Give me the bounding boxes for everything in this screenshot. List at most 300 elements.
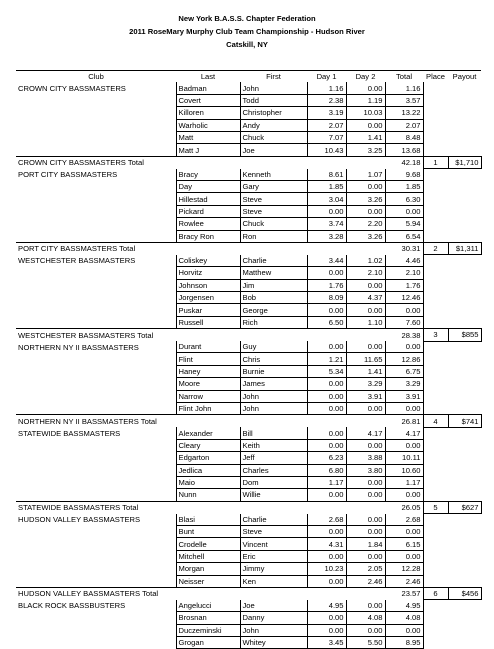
angler-total-weight: 3.91 [385, 390, 423, 402]
angler-day2-weight: 0.00 [346, 525, 385, 537]
place-spacer [423, 452, 448, 464]
place-spacer [423, 279, 448, 291]
angler-first-name: Dom [240, 476, 307, 488]
angler-first-name: Jim [240, 279, 307, 291]
payout-spacer [448, 169, 481, 181]
place-spacer [423, 292, 448, 304]
angler-day2-weight: 1.41 [346, 131, 385, 143]
payout-spacer [448, 624, 481, 636]
angler-first-name: Jeff [240, 452, 307, 464]
angler-total-weight: 13.22 [385, 107, 423, 119]
angler-first-name: Andy [240, 119, 307, 131]
angler-total-weight: 0.00 [385, 624, 423, 636]
club-spacer [16, 316, 176, 328]
angler-day1-weight: 0.00 [307, 624, 346, 636]
angler-day1-weight: 1.85 [307, 181, 346, 193]
angler-last-name: Maio [176, 476, 240, 488]
payout-spacer [448, 538, 481, 550]
angler-day1-weight: 1.21 [307, 353, 346, 365]
angler-row [16, 452, 481, 464]
angler-last-name: Flint John [176, 403, 240, 415]
place-spacer [423, 464, 448, 476]
payout-spacer [448, 427, 481, 439]
angler-last-name: Edgarton [176, 452, 240, 464]
angler-last-name: Angelucci [176, 600, 240, 612]
place-spacer [423, 119, 448, 131]
payout-spacer [448, 600, 481, 612]
angler-day2-weight: 5.50 [346, 636, 385, 648]
angler-day1-weight: 2.68 [307, 514, 346, 526]
club-payout: $1,710 [448, 156, 481, 168]
club-total-label: STATEWIDE BASSMASTERS Total [16, 501, 385, 513]
angler-first-name: Charlie [240, 255, 307, 267]
club-spacer [16, 279, 176, 291]
payout-spacer [448, 489, 481, 501]
angler-first-name: Vincent [240, 538, 307, 550]
payout-spacer [448, 193, 481, 205]
angler-row [16, 230, 481, 242]
angler-row [16, 304, 481, 316]
angler-day1-weight: 2.07 [307, 119, 346, 131]
angler-day1-weight: 6.50 [307, 316, 346, 328]
angler-total-weight: 0.00 [385, 304, 423, 316]
payout-spacer [448, 575, 481, 587]
angler-first-name: Danny [240, 612, 307, 624]
angler-first-name: Ron [240, 230, 307, 242]
angler-last-name: Narrow [176, 390, 240, 402]
club-total-row [16, 501, 481, 513]
club-payout: $1,311 [448, 242, 481, 254]
payout-spacer [448, 476, 481, 488]
angler-first-name: John [240, 624, 307, 636]
angler-first-name: Ken [240, 575, 307, 587]
angler-first-name: Chuck [240, 218, 307, 230]
angler-first-name: Willie [240, 489, 307, 501]
payout-spacer [448, 144, 481, 156]
column-header-row [16, 71, 481, 83]
angler-row [16, 267, 481, 279]
club-total-row [16, 415, 481, 427]
angler-total-weight: 1.85 [385, 181, 423, 193]
angler-row [16, 353, 481, 365]
angler-first-name: Christopher [240, 107, 307, 119]
angler-total-weight: 10.11 [385, 452, 423, 464]
angler-row [16, 279, 481, 291]
angler-last-name: Nunn [176, 489, 240, 501]
angler-first-name: Guy [240, 341, 307, 353]
angler-total-weight: 0.00 [385, 489, 423, 501]
angler-last-name: Moore [176, 378, 240, 390]
angler-row [16, 292, 481, 304]
angler-day1-weight: 0.00 [307, 403, 346, 415]
place-spacer [423, 107, 448, 119]
angler-total-weight: 6.30 [385, 193, 423, 205]
club-total-label: WESTCHESTER BASSMASTERS Total [16, 329, 385, 341]
results-body [16, 71, 481, 649]
angler-day2-weight: 3.29 [346, 378, 385, 390]
angler-last-name: Morgan [176, 563, 240, 575]
angler-total-weight: 1.17 [385, 476, 423, 488]
angler-last-name: Johnson [176, 279, 240, 291]
place-spacer [423, 94, 448, 106]
club-name: STATEWIDE BASSMASTERS [18, 428, 121, 438]
angler-total-weight: 4.08 [385, 612, 423, 624]
payout-spacer [448, 514, 481, 526]
club-spacer [16, 476, 176, 488]
club-spacer [16, 612, 176, 624]
club-spacer [16, 636, 176, 648]
payout-spacer [448, 205, 481, 217]
angler-total-weight: 2.10 [385, 267, 423, 279]
payout-spacer [448, 636, 481, 648]
place-spacer [423, 131, 448, 143]
angler-first-name: Eric [240, 550, 307, 562]
place-spacer [423, 267, 448, 279]
angler-day1-weight: 5.34 [307, 365, 346, 377]
angler-first-name: Jimmy [240, 563, 307, 575]
club-total-weight: 26.05 [385, 501, 423, 513]
club-payout: $456 [448, 587, 481, 599]
angler-day2-weight: 2.20 [346, 218, 385, 230]
club-total-weight: 23.57 [385, 587, 423, 599]
payout-spacer [448, 131, 481, 143]
angler-day2-weight: 3.26 [346, 193, 385, 205]
angler-total-weight: 6.54 [385, 230, 423, 242]
angler-last-name: Horvitz [176, 267, 240, 279]
angler-row [16, 341, 481, 353]
angler-last-name: Bunt [176, 525, 240, 537]
club-name: BLACK ROCK BASSBUSTERS [18, 601, 126, 611]
angler-day1-weight: 0.00 [307, 341, 346, 353]
angler-day2-weight: 1.07 [346, 169, 385, 181]
angler-total-weight: 4.95 [385, 600, 423, 612]
angler-total-weight: 12.28 [385, 563, 423, 575]
place-spacer [423, 514, 448, 526]
angler-total-weight: 1.76 [385, 279, 423, 291]
angler-row [16, 205, 481, 217]
payout-spacer [448, 292, 481, 304]
angler-total-weight: 13.68 [385, 144, 423, 156]
angler-row [16, 600, 481, 612]
payout-spacer [448, 119, 481, 131]
angler-row [16, 131, 481, 143]
place-spacer [423, 538, 448, 550]
angler-total-weight: 0.00 [385, 341, 423, 353]
angler-day1-weight: 4.95 [307, 600, 346, 612]
angler-row [16, 538, 481, 550]
club-spacer [16, 464, 176, 476]
angler-first-name: Charles [240, 464, 307, 476]
angler-first-name: Charlie [240, 514, 307, 526]
angler-day1-weight: 0.00 [307, 439, 346, 451]
angler-first-name: John [240, 390, 307, 402]
angler-total-weight: 6.15 [385, 538, 423, 550]
club-spacer [16, 563, 176, 575]
angler-day1-weight: 0.00 [307, 427, 346, 439]
angler-total-weight: 6.75 [385, 365, 423, 377]
col-header-day2: Day 2 [346, 71, 385, 83]
report-location: Catskill, NY [226, 40, 268, 49]
angler-first-name: Steve [240, 525, 307, 537]
payout-spacer [448, 390, 481, 402]
angler-day1-weight: 7.07 [307, 131, 346, 143]
angler-row [16, 82, 481, 94]
angler-last-name: Puskar [176, 304, 240, 316]
angler-last-name: Rowlee [176, 218, 240, 230]
angler-last-name: Blasi [176, 514, 240, 526]
place-spacer [423, 439, 448, 451]
angler-last-name: Warholic [176, 119, 240, 131]
angler-first-name: Steve [240, 205, 307, 217]
club-spacer [16, 365, 176, 377]
angler-day1-weight: 0.00 [307, 205, 346, 217]
payout-spacer [448, 255, 481, 267]
angler-total-weight: 8.48 [385, 131, 423, 143]
club-total-row [16, 242, 481, 254]
place-spacer [423, 316, 448, 328]
angler-day2-weight: 0.00 [346, 489, 385, 501]
club-spacer [16, 119, 176, 131]
angler-last-name: Coliskey [176, 255, 240, 267]
angler-row [16, 489, 481, 501]
angler-last-name: Crodelle [176, 538, 240, 550]
angler-row [16, 514, 481, 526]
payout-spacer [448, 439, 481, 451]
angler-last-name: Russell [176, 316, 240, 328]
payout-spacer [448, 365, 481, 377]
angler-day2-weight: 0.00 [346, 279, 385, 291]
angler-day1-weight: 10.43 [307, 144, 346, 156]
angler-last-name: Bracy [176, 169, 240, 181]
place-spacer [423, 489, 448, 501]
payout-spacer [448, 464, 481, 476]
place-spacer [423, 341, 448, 353]
club-spacer [16, 452, 176, 464]
place-spacer [423, 353, 448, 365]
club-payout: $855 [448, 329, 481, 341]
angler-day2-weight: 3.91 [346, 390, 385, 402]
angler-day2-weight: 1.02 [346, 255, 385, 267]
payout-spacer [448, 612, 481, 624]
angler-day1-weight: 1.76 [307, 279, 346, 291]
col-header-first: First [240, 71, 307, 83]
angler-first-name: Joe [240, 600, 307, 612]
club-place: 6 [423, 587, 448, 599]
angler-day1-weight: 4.31 [307, 538, 346, 550]
club-spacer [16, 230, 176, 242]
club-total-weight: 26.81 [385, 415, 423, 427]
angler-day2-weight: 0.00 [346, 476, 385, 488]
payout-spacer [448, 304, 481, 316]
angler-last-name: Cleary [176, 439, 240, 451]
place-spacer [423, 624, 448, 636]
angler-total-weight: 12.86 [385, 353, 423, 365]
angler-day2-weight: 1.19 [346, 94, 385, 106]
angler-first-name: Kenneth [240, 169, 307, 181]
club-place: 2 [423, 242, 448, 254]
angler-first-name: Burnie [240, 365, 307, 377]
place-spacer [423, 600, 448, 612]
angler-total-weight: 0.00 [385, 205, 423, 217]
col-header-total: Total [385, 71, 423, 83]
place-spacer [423, 427, 448, 439]
angler-total-weight: 0.00 [385, 403, 423, 415]
angler-day2-weight: 3.25 [346, 144, 385, 156]
angler-row [16, 119, 481, 131]
club-total-row [16, 587, 481, 599]
angler-row [16, 193, 481, 205]
angler-day2-weight: 4.37 [346, 292, 385, 304]
place-spacer [423, 181, 448, 193]
angler-day2-weight: 11.65 [346, 353, 385, 365]
angler-day1-weight: 0.00 [307, 267, 346, 279]
angler-first-name: Gary [240, 181, 307, 193]
club-spacer [16, 144, 176, 156]
club-spacer [16, 353, 176, 365]
angler-total-weight: 7.60 [385, 316, 423, 328]
col-header-last: Last [176, 71, 240, 83]
club-spacer [16, 304, 176, 316]
payout-spacer [448, 452, 481, 464]
place-spacer [423, 230, 448, 242]
club-total-weight: 42.18 [385, 156, 423, 168]
angler-day1-weight: 3.04 [307, 193, 346, 205]
angler-row [16, 563, 481, 575]
angler-last-name: Badman [176, 82, 240, 94]
club-spacer [16, 107, 176, 119]
angler-row [16, 525, 481, 537]
club-total-label: HUDSON VALLEY BASSMASTERS Total [16, 587, 385, 599]
angler-day2-weight: 0.00 [346, 624, 385, 636]
club-spacer [16, 538, 176, 550]
angler-day2-weight: 0.00 [346, 82, 385, 94]
angler-row [16, 464, 481, 476]
club-place: 3 [423, 329, 448, 341]
col-header-place: Place [423, 71, 448, 83]
angler-row [16, 476, 481, 488]
place-spacer [423, 218, 448, 230]
angler-last-name: Jorgensen [176, 292, 240, 304]
payout-spacer [448, 525, 481, 537]
place-spacer [423, 550, 448, 562]
club-spacer [16, 181, 176, 193]
angler-row [16, 365, 481, 377]
club-place: 4 [423, 415, 448, 427]
angler-day2-weight: 3.88 [346, 452, 385, 464]
angler-last-name: Flint [176, 353, 240, 365]
club-total-weight: 28.38 [385, 329, 423, 341]
angler-first-name: John [240, 82, 307, 94]
payout-spacer [448, 403, 481, 415]
angler-day1-weight: 1.16 [307, 82, 346, 94]
place-spacer [423, 169, 448, 181]
payout-spacer [448, 353, 481, 365]
place-spacer [423, 255, 448, 267]
angler-row [16, 144, 481, 156]
club-place: 5 [423, 501, 448, 513]
angler-day1-weight: 0.00 [307, 525, 346, 537]
angler-total-weight: 12.46 [385, 292, 423, 304]
angler-last-name: Haney [176, 365, 240, 377]
payout-spacer [448, 181, 481, 193]
club-payout: $627 [448, 501, 481, 513]
payout-spacer [448, 341, 481, 353]
angler-first-name: George [240, 304, 307, 316]
angler-day2-weight: 0.00 [346, 304, 385, 316]
angler-day2-weight: 2.46 [346, 575, 385, 587]
angler-row [16, 169, 481, 181]
angler-row [16, 378, 481, 390]
angler-total-weight: 4.17 [385, 427, 423, 439]
club-spacer [16, 575, 176, 587]
col-header-day1: Day 1 [307, 71, 346, 83]
angler-day2-weight: 0.00 [346, 600, 385, 612]
club-name: WESTCHESTER BASSMASTERS [18, 256, 136, 266]
angler-day2-weight: 2.05 [346, 563, 385, 575]
angler-day1-weight: 10.23 [307, 563, 346, 575]
club-spacer [16, 489, 176, 501]
payout-spacer [448, 279, 481, 291]
angler-last-name: Pickard [176, 205, 240, 217]
angler-total-weight: 2.07 [385, 119, 423, 131]
club-place: 1 [423, 156, 448, 168]
angler-last-name: Matt J [176, 144, 240, 156]
payout-spacer [448, 107, 481, 119]
angler-day2-weight: 0.00 [346, 514, 385, 526]
angler-total-weight: 2.68 [385, 514, 423, 526]
angler-day1-weight: 3.44 [307, 255, 346, 267]
angler-day2-weight: 0.00 [346, 341, 385, 353]
payout-spacer [448, 230, 481, 242]
angler-row [16, 181, 481, 193]
angler-first-name: Joe [240, 144, 307, 156]
angler-total-weight: 3.29 [385, 378, 423, 390]
place-spacer [423, 575, 448, 587]
angler-day1-weight: 3.74 [307, 218, 346, 230]
angler-first-name: James [240, 378, 307, 390]
club-name: NORTHERN NY II BASSMASTERS [18, 342, 139, 352]
angler-total-weight: 3.57 [385, 94, 423, 106]
angler-day2-weight: 0.00 [346, 403, 385, 415]
angler-day1-weight: 6.23 [307, 452, 346, 464]
angler-last-name: Jedlica [176, 464, 240, 476]
angler-row [16, 636, 481, 648]
angler-last-name: Duczeminski [176, 624, 240, 636]
club-total-row [16, 329, 481, 341]
angler-day2-weight: 1.84 [346, 538, 385, 550]
angler-row [16, 403, 481, 415]
club-spacer [16, 390, 176, 402]
angler-last-name: Hillestad [176, 193, 240, 205]
angler-last-name: Alexander [176, 427, 240, 439]
angler-last-name: Covert [176, 94, 240, 106]
angler-day1-weight: 1.17 [307, 476, 346, 488]
place-spacer [423, 193, 448, 205]
angler-row [16, 94, 481, 106]
angler-first-name: Whitey [240, 636, 307, 648]
angler-day1-weight: 2.38 [307, 94, 346, 106]
results-table [16, 70, 482, 649]
angler-first-name: Todd [240, 94, 307, 106]
angler-day2-weight: 0.00 [346, 439, 385, 451]
angler-first-name: Chuck [240, 131, 307, 143]
club-payout: $741 [448, 415, 481, 427]
place-spacer [423, 525, 448, 537]
angler-day1-weight: 8.61 [307, 169, 346, 181]
angler-day2-weight: 0.00 [346, 205, 385, 217]
angler-last-name: Bracy Ron [176, 230, 240, 242]
angler-day1-weight: 0.00 [307, 489, 346, 501]
